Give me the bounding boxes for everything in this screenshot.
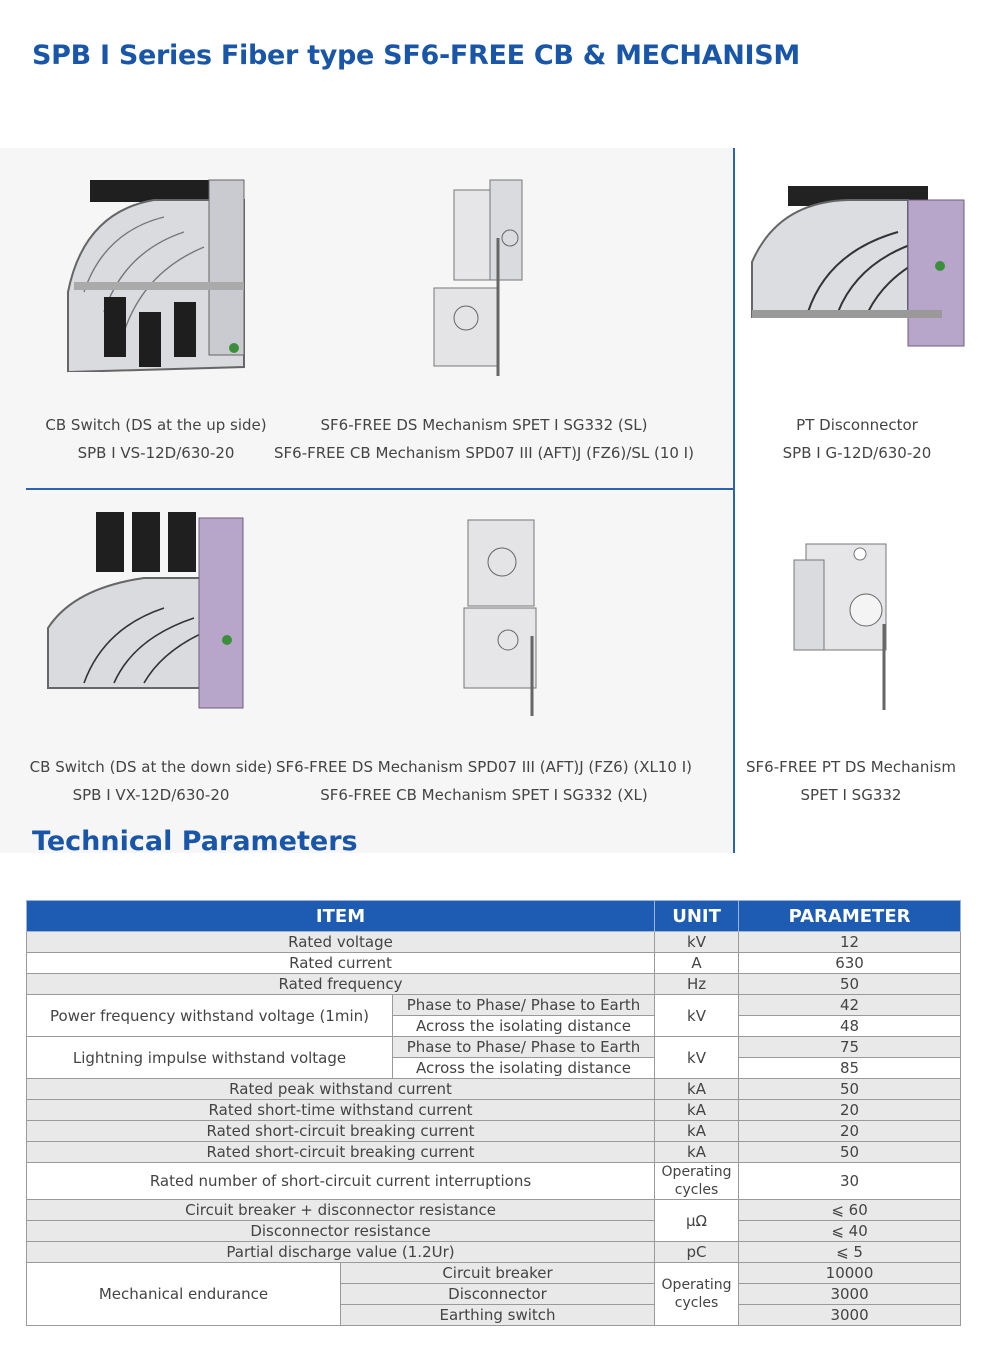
caption-model: SPB I VS-12D/630-20: [77, 444, 235, 462]
caption-line: CB Switch (DS at the up side): [45, 416, 267, 434]
value-cell: 10000: [739, 1263, 961, 1284]
sub-item-cell: Across the isolating distance: [393, 1016, 655, 1037]
sub-item-cell: Across the isolating distance: [393, 1058, 655, 1079]
table-row: [27, 1221, 961, 1242]
value-cell: 42: [739, 995, 961, 1016]
pt-ds-mechanism-image: [790, 524, 900, 714]
unit-cell: kA: [655, 1121, 739, 1142]
cb-switch-up-image: [44, 172, 259, 372]
value-cell: 50: [739, 1142, 961, 1163]
table-row: [27, 953, 961, 974]
table-row: [27, 1037, 961, 1058]
value-cell: 20: [739, 1100, 961, 1121]
table-row: [27, 1079, 961, 1100]
value-cell: 3000: [739, 1305, 961, 1326]
value-cell: ⩽ 5: [739, 1242, 961, 1263]
table-row: [27, 1142, 961, 1163]
unit-cell: pC: [655, 1242, 739, 1263]
item-cell: Partial discharge value (1.2Ur): [27, 1242, 655, 1263]
unit-cell: kA: [655, 1079, 739, 1100]
caption-model: SPET I SG332: [800, 786, 902, 804]
unit-cell: kV: [655, 995, 739, 1037]
caption-line: SF6-FREE DS Mechanism SPD07 III (AFT)J (FZ6) (XL10 I): [276, 758, 692, 776]
unit-cell: Hz: [655, 974, 739, 995]
item-cell: Rated number of short-circuit current interruptions: [27, 1163, 655, 1200]
table-row: [27, 974, 961, 995]
item-cell: Rated current: [27, 953, 655, 974]
sub-item-cell: Disconnector: [341, 1284, 655, 1305]
gallery-vertical-divider: [733, 148, 735, 853]
value-cell: 75: [739, 1037, 961, 1058]
caption-ds-mechanism-xl: [268, 753, 700, 809]
caption-line: SF6-FREE PT DS Mechanism: [746, 758, 956, 776]
pt-disconnector-image: [748, 182, 970, 350]
unit-cell: kV: [655, 1037, 739, 1079]
sub-item-cell: Circuit breaker: [341, 1263, 655, 1284]
unit-cell: μΩ: [655, 1200, 739, 1242]
unit-line: cycles: [674, 1295, 719, 1311]
value-cell: 50: [739, 1079, 961, 1100]
value-cell: 30: [739, 1163, 961, 1200]
table-header-row: [27, 901, 961, 932]
item-cell: Power frequency withstand voltage (1min): [27, 995, 393, 1037]
header-parameter: PARAMETER: [739, 901, 961, 932]
value-cell: 50: [739, 974, 961, 995]
item-cell: Mechanical endurance: [27, 1263, 341, 1326]
page-title: SPB I Series Fiber type SF6-FREE CB & MECHANISM: [32, 40, 800, 71]
caption-cb-switch-down: [26, 753, 276, 809]
table-row: [27, 932, 961, 953]
caption-model: SF6-FREE CB Mechanism SPD07 III (AFT)J (FZ6)/SL (10 I): [274, 444, 694, 462]
caption-cb-switch-up: [30, 411, 282, 467]
unit-line: Operating: [661, 1277, 732, 1293]
caption-line: CB Switch (DS at the down side): [29, 758, 273, 776]
value-cell: 20: [739, 1121, 961, 1142]
item-cell: Rated voltage: [27, 932, 655, 953]
value-cell: 85: [739, 1058, 961, 1079]
section-title-technical: Technical Parameters: [32, 826, 358, 857]
item-cell: Rated frequency: [27, 974, 655, 995]
caption-model: SF6-FREE CB Mechanism SPET I SG332 (XL): [320, 786, 648, 804]
table-row: [27, 1200, 961, 1221]
unit-line: Operating: [661, 1164, 732, 1180]
unit-cell: [655, 1263, 739, 1326]
table-row: [27, 1242, 961, 1263]
unit-cell: kV: [655, 932, 739, 953]
unit-cell: kA: [655, 1100, 739, 1121]
table-row: [27, 1163, 961, 1200]
value-cell: ⩽ 40: [739, 1221, 961, 1242]
table-row: [27, 1121, 961, 1142]
caption-line: PT Disconnector: [796, 416, 918, 434]
value-cell: 3000: [739, 1284, 961, 1305]
caption-line: SF6-FREE DS Mechanism SPET I SG332 (SL): [320, 416, 648, 434]
ds-mechanism-xl-image: [460, 516, 550, 718]
technical-parameters-table: [26, 900, 961, 1326]
item-cell: Rated short-circuit breaking current: [27, 1142, 655, 1163]
unit-cell: kA: [655, 1142, 739, 1163]
unit-line: cycles: [674, 1182, 719, 1198]
item-cell: Rated short-circuit breaking current: [27, 1121, 655, 1142]
sub-item-cell: Earthing switch: [341, 1305, 655, 1326]
item-cell: Rated short-time withstand current: [27, 1100, 655, 1121]
value-cell: 48: [739, 1016, 961, 1037]
gallery-horizontal-divider: [26, 488, 734, 490]
header-unit: UNIT: [655, 901, 739, 932]
caption-ds-mechanism-sl: [268, 411, 700, 467]
item-cell: Lightning impulse withstand voltage: [27, 1037, 393, 1079]
item-cell: Disconnector resistance: [27, 1221, 655, 1242]
caption-pt-disconnector: [748, 411, 966, 467]
value-cell: 630: [739, 953, 961, 974]
unit-cell: A: [655, 953, 739, 974]
unit-cell: [655, 1163, 739, 1200]
item-cell: Circuit breaker + disconnector resistance: [27, 1200, 655, 1221]
item-cell: Rated peak withstand current: [27, 1079, 655, 1100]
table-row: [27, 1263, 961, 1284]
caption-model: SPB I G-12D/630-20: [782, 444, 932, 462]
caption-pt-ds-mechanism: [742, 753, 960, 809]
ds-mechanism-sl-image: [430, 178, 530, 378]
sub-item-cell: Phase to Phase/ Phase to Earth: [393, 1037, 655, 1058]
table-row: [27, 1100, 961, 1121]
header-item: ITEM: [27, 901, 655, 932]
caption-model: SPB I VX-12D/630-20: [72, 786, 230, 804]
value-cell: ⩽ 60: [739, 1200, 961, 1221]
cb-switch-down-image: [44, 508, 249, 713]
table-row: [27, 995, 961, 1016]
sub-item-cell: Phase to Phase/ Phase to Earth: [393, 995, 655, 1016]
value-cell: 12: [739, 932, 961, 953]
